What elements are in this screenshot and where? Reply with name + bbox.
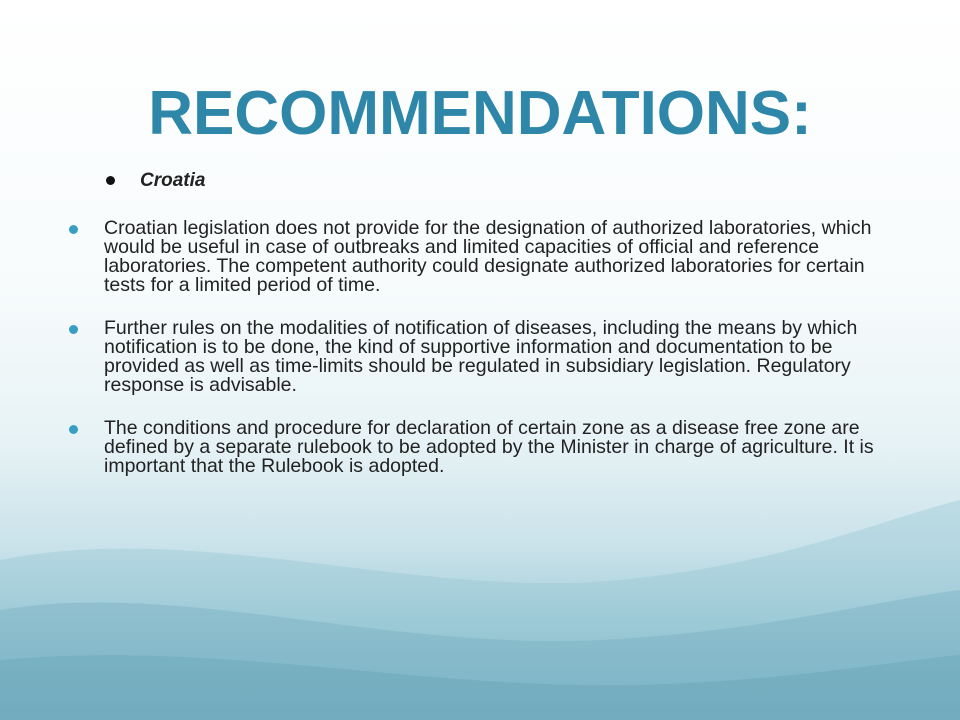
bullet-text: The conditions and procedure for declaration of certain zone as a disease free zone are defined by a separate rulebook to be adopted by the Minister in charge of agriculture. It is important that the Rulebook is adopted. [104, 417, 874, 477]
bullet-dot-icon [69, 325, 78, 334]
subheading [106, 170, 205, 192]
list-item [66, 419, 896, 476]
bullet-text: Croatian legislation does not provide for the designation of authorized laboratories, which would be useful in case of outbreaks and limited capacities of official and reference laboratories. The competent authority could designate authorized laboratories for certain tests for a limited period of time. [104, 217, 872, 296]
list-item [66, 319, 896, 395]
bullet-list [66, 219, 896, 500]
bullet-dot-icon [69, 425, 78, 434]
list-item [66, 219, 896, 295]
bullet-dot-icon [69, 225, 78, 234]
bullet-text: Further rules on the modalities of notification of diseases, including the means by which notification is to be done, the kind of supportive information and documentation to be provided as well as time-limits should be regulated in subsidiary legislation. Regulatory response is advisable. [104, 317, 858, 396]
slide-title: RECOMMENDATIONS: [148, 79, 812, 148]
subheading-text: Croatia [140, 170, 206, 191]
bullet-dot-icon [106, 176, 115, 185]
